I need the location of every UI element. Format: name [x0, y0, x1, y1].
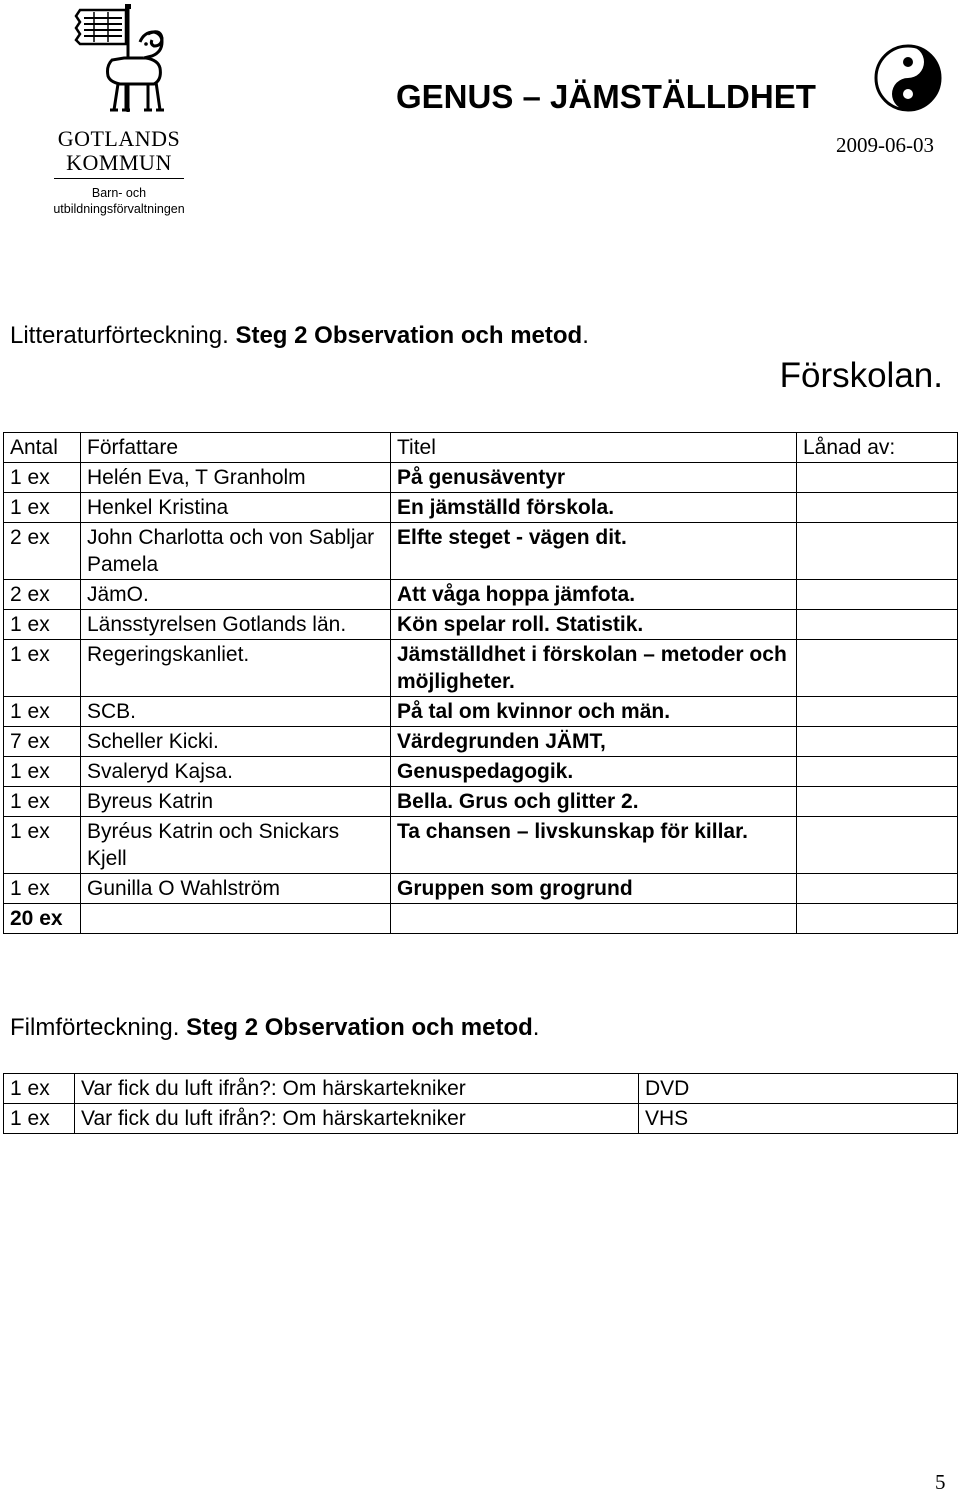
- logo-sub-line-1: Barn- och: [91, 186, 147, 200]
- film-heading-bold: Steg 2 Observation och metod: [186, 1014, 533, 1041]
- logo-name-line-1: GOTLANDS: [57, 126, 181, 151]
- literature-heading-end: .: [582, 322, 589, 349]
- cell-antal: 1 ex: [4, 697, 81, 727]
- cell-empty: [797, 904, 958, 934]
- cell-author: Byreus Katrin: [81, 787, 391, 817]
- cell-author: Henkel Kristina: [81, 493, 391, 523]
- document-title: GENUS – JÄMSTÄLLDHET: [396, 78, 816, 115]
- cell-antal: 1 ex: [4, 1074, 75, 1104]
- cell-empty: [391, 904, 797, 934]
- table-row: [4, 727, 958, 757]
- film-table: [3, 1073, 958, 1134]
- table-row: [4, 697, 958, 727]
- literature-heading-bold: Steg 2 Observation och metod: [235, 322, 583, 349]
- cell-format: VHS: [639, 1104, 958, 1134]
- cell-lanad: [797, 757, 958, 787]
- cell-title: Bella. Grus och glitter 2.: [391, 787, 797, 817]
- cell-title: Gruppen som grogrund: [391, 874, 797, 904]
- cell-lanad: [797, 874, 958, 904]
- cell-author: Helén Eva, T Granholm: [81, 463, 391, 493]
- logo-sub-line-2: utbildningsförvaltningen: [53, 202, 185, 216]
- literature-heading: [10, 322, 589, 350]
- film-heading: [10, 1014, 539, 1042]
- cell-title: Värdegrunden JÄMT,: [391, 727, 797, 757]
- page-number: 5: [935, 1470, 946, 1494]
- cell-antal: 1 ex: [4, 817, 81, 874]
- cell-antal: 1 ex: [4, 463, 81, 493]
- cell-lanad: [797, 493, 958, 523]
- cell-author: Regeringskanliet.: [81, 640, 391, 697]
- literature-subheading: Förskolan.: [779, 356, 943, 395]
- cell-format: DVD: [639, 1074, 958, 1104]
- cell-antal: 2 ex: [4, 523, 81, 580]
- cell-lanad: [797, 817, 958, 874]
- film-heading-end: .: [532, 1014, 540, 1041]
- cell-total: 20 ex: [4, 904, 81, 934]
- table-row: [4, 757, 958, 787]
- cell-author: Länsstyrelsen Gotlands län.: [81, 610, 391, 640]
- table-row: [4, 640, 958, 697]
- cell-lanad: [797, 640, 958, 697]
- cell-author: Gunilla O Wahlström: [81, 874, 391, 904]
- cell-lanad: [797, 523, 958, 580]
- table-row: [4, 874, 958, 904]
- column-header-antal: Antal: [4, 433, 81, 463]
- cell-author: Byréus Katrin och Snickars Kjell: [81, 817, 391, 874]
- cell-title: En jämställd förskola.: [391, 493, 797, 523]
- cell-author: JämO.: [81, 580, 391, 610]
- table-row: [4, 523, 958, 580]
- cell-author: Scheller Kicki.: [81, 727, 391, 757]
- cell-lanad: [797, 463, 958, 493]
- cell-antal: 1 ex: [4, 610, 81, 640]
- column-header-titel: Titel: [391, 433, 797, 463]
- gotlands-kommun-logo: [40, 2, 200, 222]
- cell-antal: 2 ex: [4, 580, 81, 610]
- cell-lanad: [797, 580, 958, 610]
- cell-film-title: Var fick du luft ifrån?: Om härskartekniker: [75, 1074, 639, 1104]
- table-row: [4, 817, 958, 874]
- logo-subtitle: [40, 185, 198, 217]
- logo-divider: [54, 178, 184, 179]
- table-row: [4, 787, 958, 817]
- cell-author: John Charlotta och von Sabljar Pamela: [81, 523, 391, 580]
- cell-title: Ta chansen – livskunskap för killar.: [391, 817, 797, 874]
- cell-author: Svaleryd Kajsa.: [81, 757, 391, 787]
- cell-title: På genusäventyr: [391, 463, 797, 493]
- cell-antal: 1 ex: [4, 640, 81, 697]
- logo-name-line-2: KOMMUN: [66, 150, 172, 175]
- cell-film-title: Var fick du luft ifrån?: Om härskartekniker: [75, 1104, 639, 1134]
- cell-title: Jämställdhet i förskolan – metoder och möjligheter.: [391, 640, 797, 697]
- cell-antal: 1 ex: [4, 1104, 75, 1134]
- table-row: [4, 1074, 958, 1104]
- cell-antal: 1 ex: [4, 874, 81, 904]
- ram-emblem-icon: [70, 2, 166, 124]
- cell-title: På tal om kvinnor och män.: [391, 697, 797, 727]
- column-header-lanad-av: Lånad av:: [797, 433, 958, 463]
- cell-antal: 7 ex: [4, 727, 81, 757]
- cell-lanad: [797, 610, 958, 640]
- cell-lanad: [797, 787, 958, 817]
- table-row: [4, 463, 958, 493]
- cell-title: Genuspedagogik.: [391, 757, 797, 787]
- table-row: [4, 1104, 958, 1134]
- literature-heading-plain: Litteraturförteckning.: [10, 322, 236, 349]
- cell-lanad: [797, 697, 958, 727]
- cell-lanad: [797, 727, 958, 757]
- literature-table: [3, 432, 958, 934]
- yin-yang-icon: [872, 42, 944, 114]
- document-date: 2009-06-03: [836, 133, 934, 157]
- table-row: [4, 580, 958, 610]
- column-header-forfattare: Författare: [81, 433, 391, 463]
- cell-title: Att våga hoppa jämfota.: [391, 580, 797, 610]
- cell-empty: [81, 904, 391, 934]
- cell-author: SCB.: [81, 697, 391, 727]
- cell-title: Kön spelar roll. Statistik.: [391, 610, 797, 640]
- logo-name: [44, 127, 194, 175]
- table-row: [4, 493, 958, 523]
- film-heading-plain: Filmförteckning.: [10, 1014, 187, 1041]
- table-total-row: [4, 904, 958, 934]
- cell-antal: 1 ex: [4, 757, 81, 787]
- table-header-row: [4, 433, 958, 463]
- table-row: [4, 610, 958, 640]
- cell-antal: 1 ex: [4, 787, 81, 817]
- cell-antal: 1 ex: [4, 493, 81, 523]
- cell-title: Elfte steget - vägen dit.: [391, 523, 797, 580]
